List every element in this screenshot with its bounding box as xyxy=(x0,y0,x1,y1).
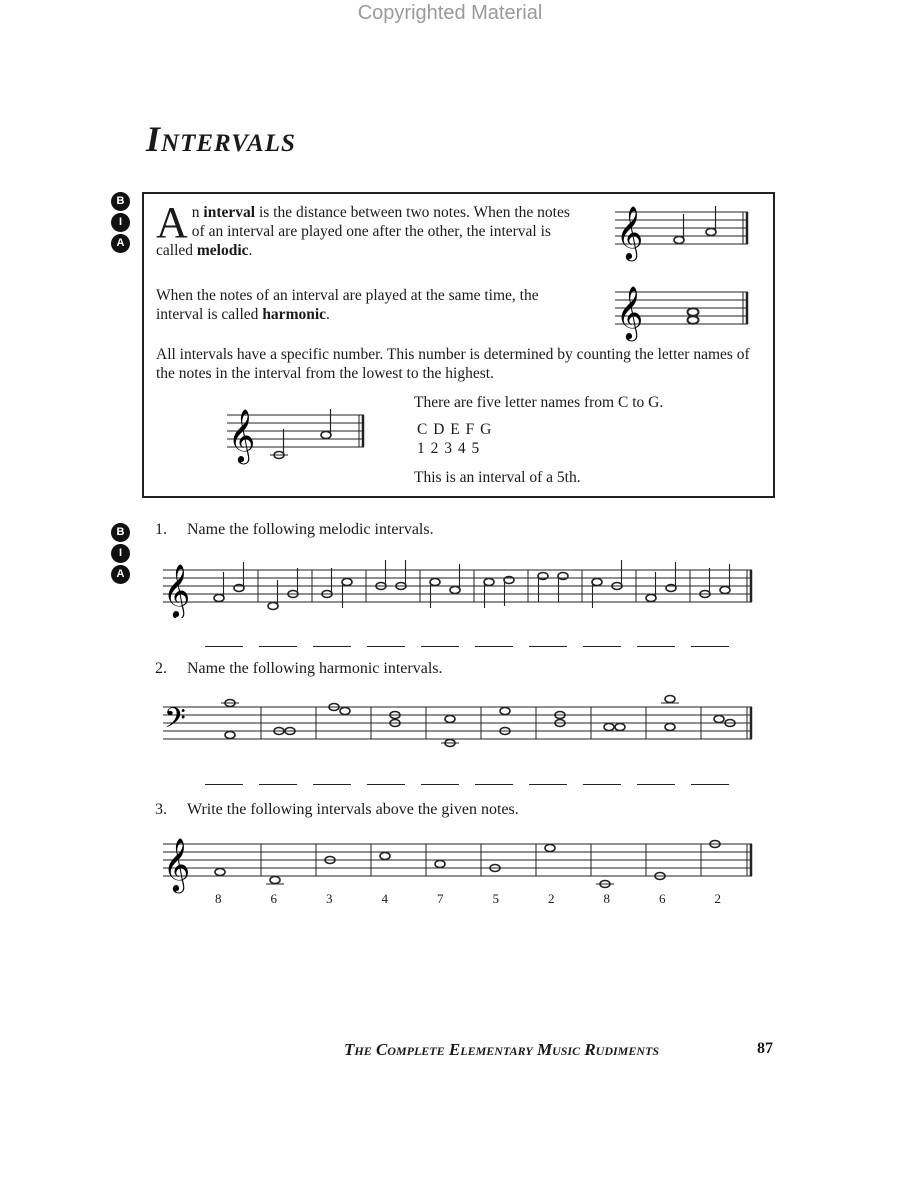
note-head xyxy=(714,716,724,723)
answer-blank[interactable] xyxy=(259,646,297,647)
watermark: Copyrighted Material xyxy=(357,2,543,24)
text-run: is the distance between two notes. When the notes of an interval are played one after the other, the interval is called xyxy=(156,204,570,259)
answer-blank[interactable] xyxy=(421,646,459,647)
note-head xyxy=(342,579,352,586)
note-head xyxy=(435,861,445,868)
note-head xyxy=(430,579,440,586)
term-interval: interval xyxy=(203,204,256,221)
note-head xyxy=(270,877,280,884)
text-run: . xyxy=(326,306,330,323)
c-to-g-example-staff xyxy=(222,405,370,477)
interval-number: 8 xyxy=(603,891,610,906)
interval-number: 6 xyxy=(659,891,666,906)
interval-number: 6 xyxy=(270,891,277,906)
answer-blank[interactable] xyxy=(313,646,351,647)
exercise-2-number: 2. xyxy=(155,660,167,677)
book-title-footer: The Complete Elementary Music Rudiments xyxy=(344,1040,660,1059)
text-run: n xyxy=(191,204,204,221)
answer-blank[interactable] xyxy=(205,784,243,785)
answer-blank[interactable] xyxy=(691,646,729,647)
note-head xyxy=(450,587,460,594)
note-head xyxy=(604,724,614,731)
note-head xyxy=(225,732,235,739)
note-head xyxy=(592,579,602,586)
exercise-2-prompt: Name the following harmonic intervals. xyxy=(187,660,443,677)
level-badge-a: A xyxy=(111,565,130,584)
answer-blank[interactable] xyxy=(313,784,351,785)
treble-clef-icon: 𝄞 xyxy=(163,563,191,617)
note-head xyxy=(268,603,278,610)
exercise-1-staff xyxy=(158,556,758,618)
exercise-1-prompt: Name the following melodic intervals. xyxy=(187,521,434,538)
answer-blank[interactable] xyxy=(475,784,513,785)
interval-number: 2 xyxy=(548,891,555,906)
note-head xyxy=(646,595,656,602)
level-badge-b: B xyxy=(111,523,130,542)
note-head xyxy=(215,869,225,876)
answer-blank[interactable] xyxy=(529,784,567,785)
interval-number: 4 xyxy=(381,891,388,906)
exercise-2-staff xyxy=(158,693,758,753)
bass-clef-icon: 𝄢 xyxy=(164,702,186,742)
note-head xyxy=(615,724,625,731)
answer-blank[interactable] xyxy=(367,784,405,785)
answer-blank[interactable] xyxy=(529,646,567,647)
exercise-3-staff xyxy=(158,832,758,894)
answer-blank[interactable] xyxy=(259,784,297,785)
harmonic-example-staff xyxy=(610,280,755,342)
note-head xyxy=(720,587,730,594)
answer-blank[interactable] xyxy=(637,646,675,647)
page-number: 87 xyxy=(757,1040,773,1057)
term-harmonic: harmonic xyxy=(262,306,327,323)
level-badge-i: I xyxy=(111,213,130,232)
exercise-3-prompt: Write the following intervals above the given notes. xyxy=(187,801,519,818)
note-head xyxy=(380,853,390,860)
level-badge-i: I xyxy=(111,544,130,563)
text-run: . xyxy=(248,242,253,259)
exercise-3-interval-numbers xyxy=(0,891,900,911)
interval-number: 8 xyxy=(215,891,222,906)
interval-number-paragraph: All intervals have a specific number. This number is determined by counting the letter names of the notes in the interval from the lowest to the highest. xyxy=(156,346,750,382)
page-title: Intervals xyxy=(146,119,296,159)
note-head xyxy=(340,708,350,715)
answer-blank[interactable] xyxy=(637,784,675,785)
interval-number: 3 xyxy=(326,891,333,906)
text-run: When the notes of an interval are played at the same time, the interval is called xyxy=(156,287,539,323)
level-badge-a: A xyxy=(111,234,130,253)
note-head xyxy=(484,579,494,586)
melodic-example-staff xyxy=(610,200,755,262)
example-line-1: There are five letter names from C to G. xyxy=(414,394,664,411)
note-head xyxy=(665,696,675,703)
level-badge-b: B xyxy=(111,192,130,211)
answer-blank[interactable] xyxy=(475,646,513,647)
answer-blank[interactable] xyxy=(205,646,243,647)
exercise-1-number: 1. xyxy=(155,521,167,538)
interval-number: 2 xyxy=(714,891,721,906)
answer-blank[interactable] xyxy=(583,784,621,785)
interval-number: 7 xyxy=(437,891,444,906)
example-numbers: 1 2 3 4 5 xyxy=(417,440,481,457)
note-head xyxy=(665,724,675,731)
melodic-definition xyxy=(156,198,584,260)
answer-blank[interactable] xyxy=(367,646,405,647)
treble-clef-icon: 𝄞 xyxy=(228,408,256,462)
exercise-3-number: 3. xyxy=(155,801,167,818)
exercise-2-answer-blanks xyxy=(205,772,765,790)
treble-clef-icon: 𝄞 xyxy=(163,837,191,891)
answer-blank[interactable] xyxy=(691,784,729,785)
example-letters: C D E F G xyxy=(417,421,493,438)
note-head xyxy=(214,595,224,602)
harmonic-definition xyxy=(156,286,586,324)
treble-clef-icon: 𝄞 xyxy=(616,285,644,339)
level-badges-intro xyxy=(111,192,133,255)
note-head xyxy=(500,708,510,715)
level-badges-exercise xyxy=(111,523,133,586)
note-head xyxy=(445,716,455,723)
note-head xyxy=(545,845,555,852)
term-melodic: melodic xyxy=(196,242,249,259)
example-line-4: This is an interval of a 5th. xyxy=(414,469,581,486)
answer-blank[interactable] xyxy=(421,784,459,785)
exercise-1-answer-blanks xyxy=(205,634,765,652)
interval-number: 5 xyxy=(492,891,499,906)
answer-blank[interactable] xyxy=(583,646,621,647)
drop-cap: A xyxy=(156,198,188,247)
treble-clef-icon: 𝄞 xyxy=(616,205,644,259)
